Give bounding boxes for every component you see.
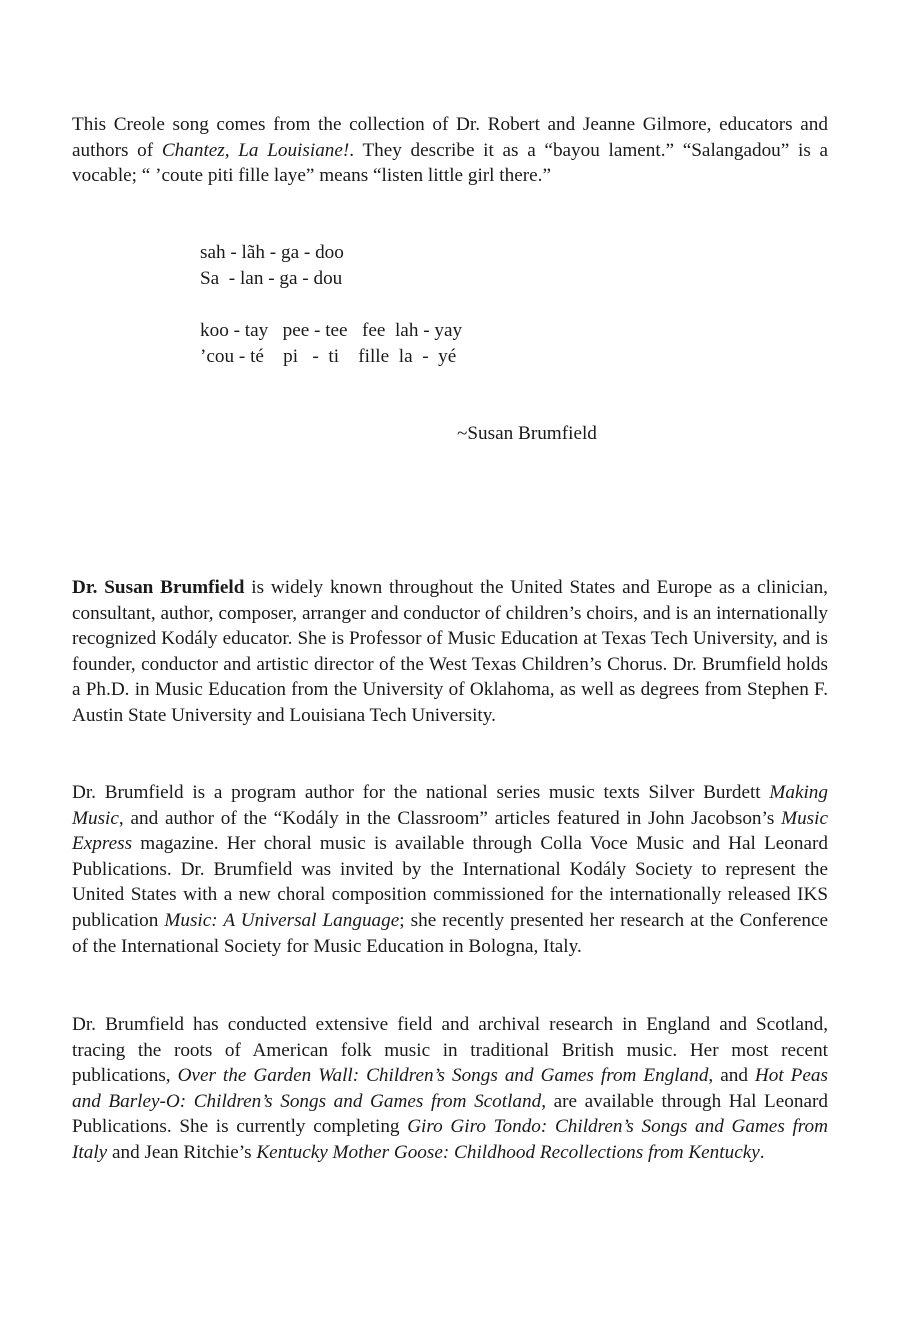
bio-name: Dr. Susan Brumfield (72, 577, 245, 598)
intro-paragraph (72, 112, 828, 189)
signature: ~Susan Brumfield (457, 423, 597, 444)
bio-2-title-making-music: Making Music (72, 782, 828, 829)
bio-3-text-3: , are available through Hal Leonard Publications. She is currently completing (72, 1090, 828, 1138)
bio-2-text-2: , and author of the “Kodály in the Classroom” articles featured in John Jacobson’s (118, 807, 782, 829)
lyric-line-2: ’cou - té pi - ti fille la - yé (200, 346, 457, 367)
bio-paragraph-2 (72, 780, 828, 959)
bio-3-text-2: , and (708, 1065, 755, 1087)
bio-3-title-giro-tondo: Giro Giro Tondo: Children’s Songs and Games from Italy (72, 1116, 829, 1163)
bio-3-text-1: Dr. Brumfield has conducted extensive field and archival research in England and Scotland, tracing the roots of American folk music in traditional British music. Her most recent publications, (72, 1014, 828, 1087)
bio-2-text-1: Dr. Brumfield is a program author for the national series music texts Silver Burdett (72, 782, 770, 803)
bio-1-text: is widely known throughout the United States and Europe as a clinician, consultant, author, composer, arranger and conductor of children’s choirs, and is an internationally recognized Kodály educator. She is Professor of Music Education at Texas Tech University, and is founder, conductor and artistic director of the West Texas Children’s Chorus. Dr. Brumfield holds a Ph.D. in Music Education from the University of Oklahoma, as well as degrees from Stephen F. Austin State University and Louisiana Tech University. (72, 577, 828, 726)
bio-3-text-4: and Jean Ritchie’s (107, 1141, 257, 1163)
lyric-line-1: Sa - lan - ga - dou (200, 268, 343, 289)
intro-text-2: . They describe it as a “bayou lament.” “Salangadou” is a vocable; “ ’coute piti fille laye” means “listen little girl there.” (72, 139, 828, 187)
bio-2-title-music-express: Music Express (72, 807, 828, 855)
bio-paragraph-1 (72, 575, 828, 729)
bio-2-text-4: ; she recently presented her research at the Conference of the International Society for Music Education in Bologna, Italy. (72, 909, 828, 957)
bio-3-title-hot-peas: Hot Peas and Barley-O: Children’s Songs and Games from Scotland (72, 1065, 828, 1112)
intro-text-1: This Creole song comes from the collection of Dr. Robert and Jeanne Gilmore, educators and authors of (72, 114, 828, 161)
bio-2-title-universal-language: Music: A Universal Language (164, 909, 400, 931)
pronunciation-line-2: koo - tay pee - tee fee lah - yay (200, 320, 463, 341)
bio-3-text-5: . (759, 1141, 765, 1163)
pronunciation-line-1: sah - lãh - ga - doo (200, 242, 344, 263)
bio-3-title-kentucky-mother-goose: Kentucky Mother Goose: Childhood Recollections from Kentucky (256, 1141, 760, 1163)
bio-paragraph-3 (72, 1012, 828, 1166)
bio-3-title-garden-wall: Over the Garden Wall: Children’s Songs and Games from England (177, 1065, 709, 1087)
bio-2-text-3: magazine. Her choral music is available through Colla Voce Music and Hal Leonard Publications. Dr. Brumfield was invited by the International Kodály Society to represent the United States with a new choral composition commissioned for the internationally released IKS publication (72, 833, 828, 931)
intro-book-title: Chantez, La Louisiane! (161, 139, 350, 161)
